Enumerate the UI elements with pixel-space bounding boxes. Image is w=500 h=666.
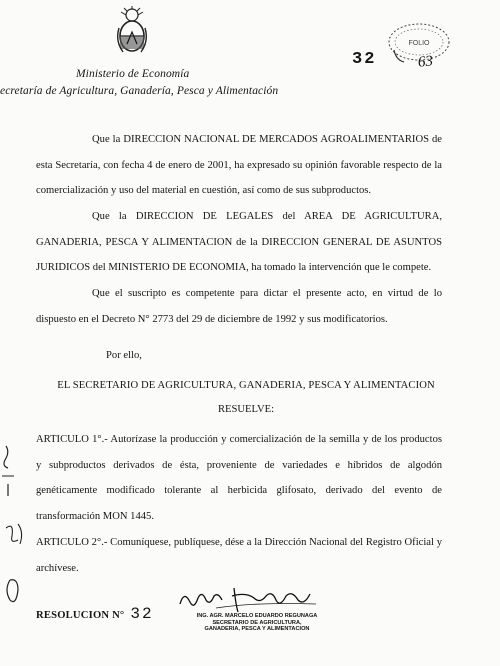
paragraph-competencia xyxy=(36,281,442,332)
secretaria-heading: ecretaría de Agricultura, Ganadería, Pesca y Alimentación xyxy=(0,85,279,97)
paragraph-competencia-text: Que el suscripto es competente para dictar el presente acto, en virtud de lo dispuesto en el Decreto N° 2773 del 29 de diciembre de 1992 y sus modificatorios. xyxy=(36,288,442,325)
articulo-2: ARTICULO 2°.- Comuníquese, publíquese, dése a la Dirección Nacional del Registro Oficial y archívese. xyxy=(36,537,442,574)
paragraph-mercados-text: Que la DIRECCION NACIONAL DE MERCADOS AGROALIMENTARIOS de esta Secretaría, con fecha 4 de enero de 2001, ha expresado su opinión favorable respecto de la comercialización y uso del material en cuestión, así como de sus subproductos. xyxy=(36,134,442,196)
signature-block xyxy=(192,613,322,633)
ministry-heading: Ministerio de Economía xyxy=(76,68,190,80)
por-ello: Por ello, xyxy=(106,350,142,361)
paragraph-legales xyxy=(36,204,442,281)
resolucion-number xyxy=(36,605,154,623)
page-number: 32 xyxy=(352,50,377,69)
paragraph-legales-text: Que la DIRECCION DE LEGALES del AREA DE AGRICULTURA, GANADERIA, PESCA Y ALIMENTACION de la DIRECCION GENERAL DE ASUNTOS JURIDICOS del MINISTERIO DE ECONOMIA, ha tomado la intervención que le compete. xyxy=(36,211,442,273)
folio-number: 63 xyxy=(417,53,434,71)
resolucion-label: RESOLUCION N° xyxy=(36,610,125,621)
secretario-heading: EL SECRETARIO DE AGRICULTURA, GANADERIA, PESCA Y ALIMENTACION xyxy=(57,380,435,391)
signer-title-line1: SECRETARIO DE AGRICULTURA, xyxy=(212,619,302,626)
handwritten-margin-marks-icon xyxy=(0,440,30,610)
paragraph-mercados xyxy=(36,127,442,204)
national-seal-icon xyxy=(115,6,149,58)
resolucion-number-value: 32 xyxy=(130,605,154,623)
articulo-1: ARTICULO 1°.- Autorízase la producción y comercialización de la semilla y de los productos y subproductos derivados de ésta, proveniente de variedades e híbridos de algodón genéticamente modificado tolerante al herbicida glifosato, derivado del evento de transformación MON 1445. xyxy=(36,434,442,522)
handwritten-signature-icon xyxy=(176,582,326,614)
resuelve-heading: RESUELVE: xyxy=(217,404,275,415)
signer-title-line2: GANADERIA, PESCA Y ALIMENTACION xyxy=(204,626,310,633)
signer-name: ING. AGR. MARCELO EDUARDO REGUNAGA xyxy=(196,613,318,619)
folio-stamp-label: FOLIO xyxy=(408,40,430,47)
